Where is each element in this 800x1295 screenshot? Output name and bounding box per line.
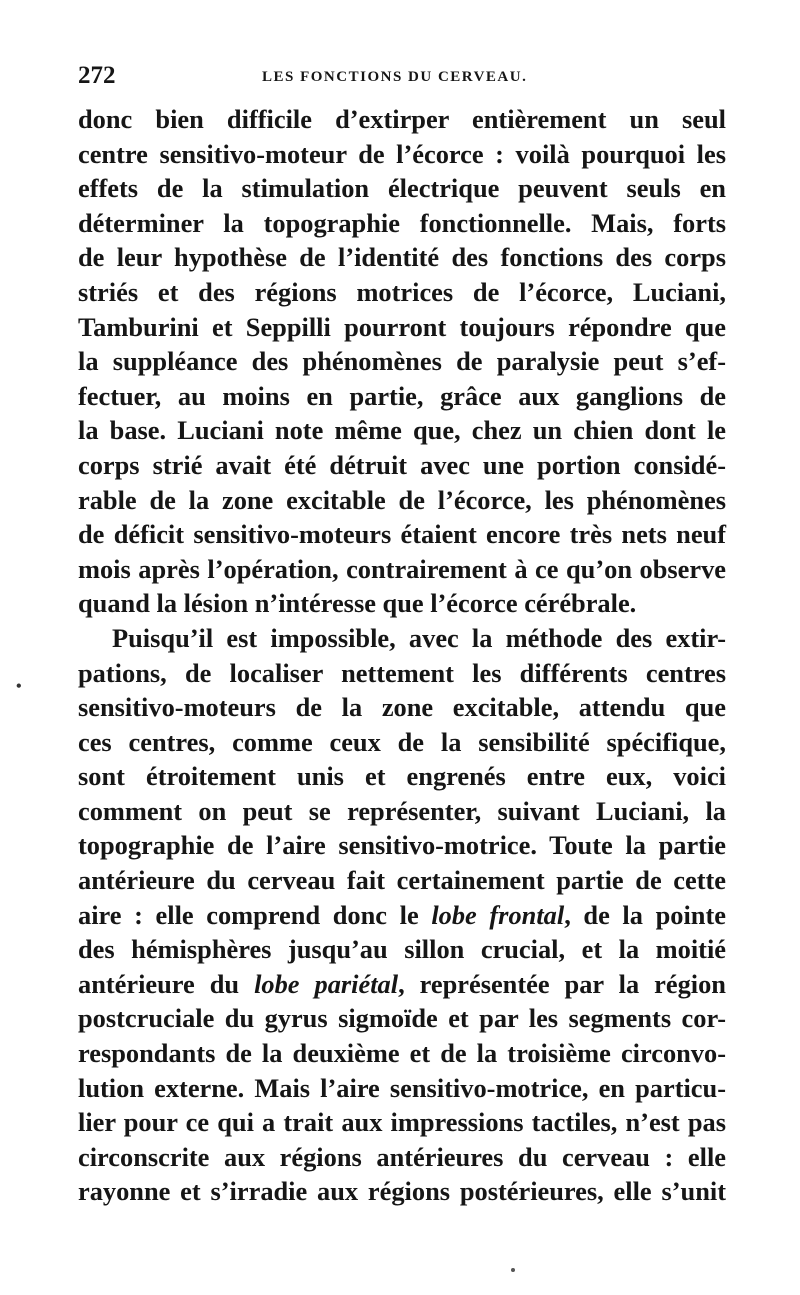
text-line: postcruciale du gyrus sigmoïde et par les segments cor- bbox=[78, 1003, 726, 1034]
text-segment: , de la pointe bbox=[564, 899, 726, 930]
paragraph-2 bbox=[78, 621, 726, 1209]
text-line: ces centres, comme ceux de la sensibilité spécifique, bbox=[78, 726, 726, 757]
running-head: LES FONCTIONS DU CERVEAU. bbox=[262, 69, 528, 85]
text-segment: , représentée par la région bbox=[398, 968, 726, 999]
text-line: de leur hypothèse de l’identité des fonctions des corps bbox=[78, 242, 726, 273]
text-segment: aire : elle comprend donc le bbox=[78, 899, 432, 930]
text-line-with-italic bbox=[78, 898, 726, 933]
paragraph-1 bbox=[78, 102, 726, 621]
text-line: fectuer, au moins en partie, grâce aux ganglions de bbox=[78, 380, 726, 411]
text-line: Puisqu’il est impossible, avec la méthode des extir- bbox=[112, 622, 726, 653]
margin-mark: • bbox=[16, 678, 22, 695]
page-header bbox=[78, 62, 728, 90]
text-line: striés et des régions motrices de l’écorce, Luciani, bbox=[78, 276, 726, 307]
text-line: la base. Luciani note même que, chez un chien dont le bbox=[78, 415, 726, 446]
text-line: la suppléance des phénomènes de paralysie peut s’ef- bbox=[78, 346, 726, 377]
text-line: mois après l’opération, contrairement à ce qu’on observe bbox=[78, 553, 726, 584]
text-line: sensitivo-moteurs de la zone excitable, attendu que bbox=[78, 692, 726, 723]
text-line: respondants de la deuxième et de la troisième circonvo- bbox=[78, 1038, 726, 1069]
text-segment: antérieure du bbox=[78, 968, 255, 999]
text-line-with-italic bbox=[78, 967, 726, 1002]
text-line: Tamburini et Seppilli pourront toujours répondre que bbox=[78, 311, 726, 342]
page-number: 272 bbox=[78, 62, 116, 89]
text-line: quand la lésion n’intéresse que l’écorce cérébrale. bbox=[78, 588, 637, 619]
body-text bbox=[78, 102, 726, 1209]
text-line: sont étroitement unis et engrenés entre eux, voici bbox=[78, 761, 726, 792]
italic-term-lobe-parietal: lobe pariétal bbox=[254, 968, 399, 999]
text-line: rayonne et s’irradie aux régions postérieures, elle s’unit bbox=[78, 1176, 726, 1207]
text-line: de déficit sensitivo-moteurs étaient encore très nets neuf bbox=[78, 519, 726, 550]
print-speck bbox=[511, 1268, 515, 1272]
text-line: rable de la zone excitable de l’écorce, les phénomènes bbox=[78, 484, 726, 515]
text-line: lier pour ce qui a trait aux impressions tactiles, n’est pas bbox=[78, 1107, 726, 1138]
text-line: comment on peut se représenter, suivant Luciani, la bbox=[78, 795, 726, 826]
text-line: centre sensitivo-moteur de l’écorce : voilà pourquoi les bbox=[78, 138, 726, 169]
text-line: lution externe. Mais l’aire sensitivo-motrice, en particu- bbox=[78, 1072, 726, 1103]
text-line: donc bien difficile d’extirper entièrement un seul bbox=[78, 104, 726, 134]
text-line: topographie de l’aire sensitivo-motrice. Toute la partie bbox=[78, 830, 726, 861]
text-line: déterminer la topographie fonctionnelle. Mais, forts bbox=[78, 207, 726, 238]
text-line: corps strié avait été détruit avec une portion considé- bbox=[78, 449, 726, 480]
italic-term-lobe-frontal: lobe frontal bbox=[431, 899, 565, 930]
text-line: pations, de localiser nettement les différents centres bbox=[78, 657, 726, 688]
text-line: circonscrite aux régions antérieures du cerveau : elle bbox=[78, 1141, 726, 1172]
text-line: effets de la stimulation électrique peuvent seuls en bbox=[78, 173, 726, 204]
text-line: des hémisphères jusqu’au sillon crucial, et la moitié bbox=[78, 934, 726, 965]
text-line: antérieure du cerveau fait certainement partie de cette bbox=[78, 865, 726, 896]
